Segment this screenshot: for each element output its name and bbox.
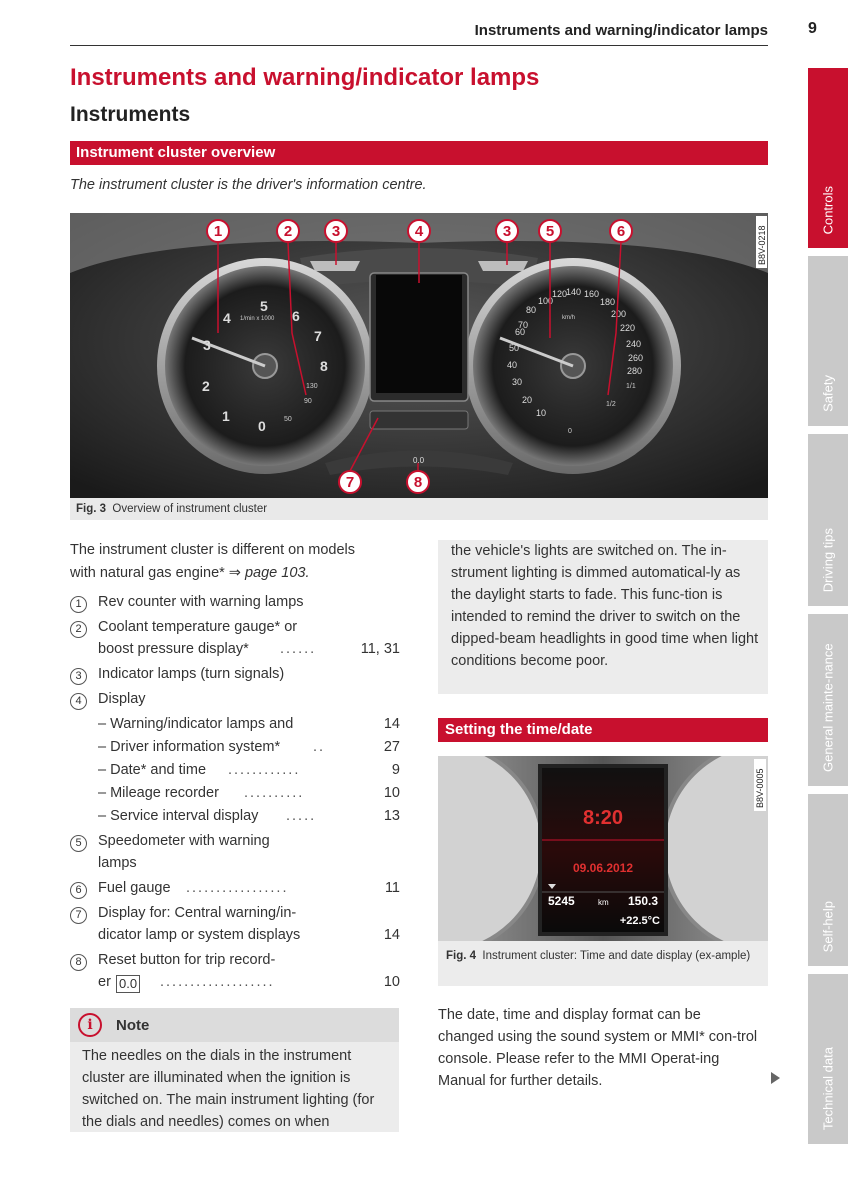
leader-dots: ..... (286, 808, 317, 824)
tab-technical-data[interactable] (808, 974, 848, 1144)
rpm-2: 2 (202, 378, 210, 394)
list-item (70, 594, 400, 616)
speed-10: 10 (536, 408, 547, 418)
item-text: Speedometer with warning (98, 833, 270, 849)
sub-list-item (70, 808, 400, 830)
tab-label: Safety (820, 375, 836, 412)
item-number: 7 (70, 907, 87, 924)
display-date: 09.06.2012 (572, 861, 634, 875)
running-head (70, 20, 768, 46)
leader-dots: .. (313, 739, 326, 755)
item-text: Indicator lamps (turn signals) (98, 666, 285, 682)
subsection-bar: Instrument cluster overview (70, 141, 768, 165)
continue-arrow-icon (771, 1072, 780, 1084)
continued-text: the vehicle's lights are switched on. The in-strument lighting is dimmed automatical-ly as the daylight starts to fade. This func-tion is intended to remind the driver to switch on the dipped-beam headlights in good time when light conditions become poor. (451, 543, 759, 669)
speed-40: 40 (507, 360, 518, 370)
speed-80: 80 (526, 305, 537, 315)
page-ref[interactable]: 11 (384, 880, 400, 896)
item-text: Fuel gauge (98, 880, 171, 896)
speed-100: 100 (538, 296, 554, 306)
display-odometer: 5245 (548, 894, 575, 908)
speed-260: 260 (628, 353, 644, 363)
note-title: Note (116, 1017, 150, 1034)
item-text: boost pressure display* (98, 641, 249, 657)
list-item (70, 619, 400, 665)
figure-code: B8V-0005 (755, 768, 765, 808)
svg-text:4: 4 (414, 223, 424, 240)
subsection-bar: Setting the time/date (438, 718, 768, 742)
rpm-label: 1/min x 1000 (240, 316, 275, 322)
item-text: Reset button for trip record- (98, 952, 276, 968)
page-ref[interactable]: 11, 31 (360, 641, 400, 657)
display-unit: km (598, 898, 609, 907)
display-temp: +22.5°C (619, 915, 660, 927)
item-number: 6 (70, 882, 87, 899)
tab-self-help[interactable] (808, 794, 848, 966)
page-ref[interactable]: 14 (383, 927, 400, 943)
item-text: er (98, 974, 111, 990)
instrument-cluster-image (70, 213, 768, 498)
figure-3-caption-text: Overview of instrument cluster (112, 503, 268, 515)
temp-130: 130 (306, 383, 318, 390)
list-item (70, 952, 400, 998)
temp-90: 90 (304, 398, 312, 405)
svg-text:5: 5 (545, 223, 555, 240)
speed-50: 50 (509, 343, 520, 353)
speed-120: 120 (552, 289, 568, 299)
sub-item-text: – Driver information system* (98, 739, 281, 755)
list-item (70, 880, 400, 902)
item-number: 2 (70, 621, 87, 638)
item-text: dicator lamp or system displays (98, 927, 301, 943)
item-text: lamps (98, 855, 137, 871)
tab-label: Self-help (820, 900, 836, 952)
display-time: 8:20 (582, 807, 624, 829)
item-number: 1 (70, 596, 87, 613)
note-box (70, 1008, 399, 1132)
item-text: Rev counter with warning lamps (98, 594, 304, 610)
figure-4-caption (446, 948, 760, 964)
speed-unit: km/h (562, 315, 576, 321)
speed-70: 70 (518, 320, 529, 330)
reset-button-symbol: 0.0 (116, 975, 140, 993)
item-number: 3 (70, 668, 87, 685)
rpm-8: 8 (320, 358, 328, 374)
sub-item-text: – Warning/indicator lamps and (98, 716, 294, 732)
rpm-4: 4 (223, 310, 231, 326)
info-icon: i (78, 1013, 102, 1037)
tab-controls[interactable] (808, 68, 848, 248)
rpm-3: 3 (203, 337, 211, 353)
tab-general-maintenance[interactable] (808, 614, 848, 786)
figure-3-label: Fig. 3 (76, 503, 107, 515)
item-number: 8 (70, 954, 87, 971)
page-ref[interactable]: 13 (383, 808, 400, 824)
display-trip: 150.3 (627, 894, 658, 908)
page-ref[interactable]: 10 (383, 785, 400, 801)
figure-4-label: Fig. 4 (446, 950, 477, 962)
list-item (70, 691, 400, 713)
fuel-full: 1/1 (626, 383, 636, 390)
rpm-7: 7 (314, 328, 322, 344)
section-title: Instruments (70, 103, 191, 126)
time-date-paragraph: The date, time and display format can be changed using the sound system or MMI* con-trol console. Please refer to the MMI Operat-ing Manual for further details. (438, 1007, 758, 1089)
svg-text:2: 2 (283, 223, 293, 240)
tab-label: General mainte-nance (820, 643, 836, 772)
fuel-half: 1/2 (606, 401, 616, 408)
note-header (70, 1008, 399, 1042)
rpm-1: 1 (222, 408, 230, 424)
page-ref[interactable]: 14 (383, 716, 400, 732)
speed-30: 30 (512, 377, 523, 387)
continued-note-box (438, 540, 768, 694)
sub-list-item (70, 739, 400, 761)
svg-text:6: 6 (616, 223, 626, 240)
sub-item-text: – Mileage recorder (98, 785, 219, 801)
rpm-6: 6 (292, 308, 300, 324)
sub-list-item (70, 762, 400, 784)
tab-driving-tips[interactable] (808, 434, 848, 606)
temp-50: 50 (284, 416, 292, 423)
sub-item-text: – Date* and time (98, 762, 207, 778)
sub-item-text: – Service interval display (98, 808, 259, 824)
item-number: 4 (70, 693, 87, 710)
speed-240: 240 (626, 339, 642, 349)
svg-text:8: 8 (413, 474, 423, 491)
leader-dots: .......... (244, 785, 305, 801)
page-ref[interactable]: 9 (391, 762, 400, 778)
svg-text:7: 7 (345, 474, 355, 491)
note-text: The needles on the dials in the instrument cluster are illuminated when the ignition is switched on. The main instrument lighting (for the dials and needles) comes on when (82, 1048, 375, 1130)
list-item (70, 905, 400, 951)
list-item (70, 833, 400, 879)
fuel-empty: 0 (568, 428, 572, 435)
chapter-title: Instruments and warning/indicator lamps (70, 64, 540, 91)
speed-20: 20 (522, 395, 533, 405)
list-item (70, 666, 400, 688)
page-ref[interactable]: 27 (383, 739, 400, 755)
svg-text:3: 3 (331, 223, 341, 240)
intro-text: The instrument cluster is the driver's information centre. (70, 177, 427, 193)
speed-200: 200 (611, 309, 627, 319)
left-intro-paragraph (70, 539, 400, 584)
leader-dots: ................... (160, 974, 275, 990)
sub-list-item (70, 716, 400, 738)
speed-220: 220 (620, 323, 636, 333)
figure-4-caption-text: Instrument cluster: Time and date display (ex-ample) (482, 950, 751, 962)
figure-3-caption (76, 503, 267, 515)
speed-140: 140 (566, 287, 582, 297)
speed-280: 280 (627, 366, 643, 376)
sub-list-item (70, 785, 400, 807)
figure-4 (438, 756, 768, 986)
rpm-0: 0 (258, 418, 266, 434)
tab-label: Driving tips (820, 527, 836, 592)
left-intro-line-2: with natural gas engine* ⇒ page 103. (70, 564, 310, 581)
item-number: 5 (70, 835, 87, 852)
leader-dots: ............ (228, 762, 301, 778)
time-date-display-image (438, 756, 768, 941)
page-ref[interactable]: 10 (383, 974, 400, 990)
leader-dots: ................. (186, 880, 289, 896)
tab-label: Controls (820, 185, 836, 234)
tab-label: Technical data (820, 1046, 836, 1130)
tab-safety[interactable] (808, 256, 848, 426)
leader-dots: ...... (280, 641, 317, 657)
item-text: Coolant temperature gauge* or (98, 619, 298, 635)
reset-display: 0.0 (413, 456, 425, 465)
left-intro-line-1: The instrument cluster is different on models (70, 542, 356, 558)
speed-60: 60 (515, 327, 526, 337)
item-text: Display (98, 691, 146, 707)
svg-text:3: 3 (502, 223, 512, 240)
rpm-5: 5 (260, 298, 268, 314)
page-number: 9 (808, 20, 817, 37)
speed-180: 180 (600, 297, 616, 307)
svg-text:1: 1 (213, 223, 223, 240)
running-title: Instruments and warning/indicator lamps (474, 22, 768, 39)
figure-3 (70, 213, 768, 520)
figure-code: B8V-0218 (757, 225, 767, 265)
item-text: Display for: Central warning/in- (98, 905, 297, 921)
speed-160: 160 (584, 289, 600, 299)
